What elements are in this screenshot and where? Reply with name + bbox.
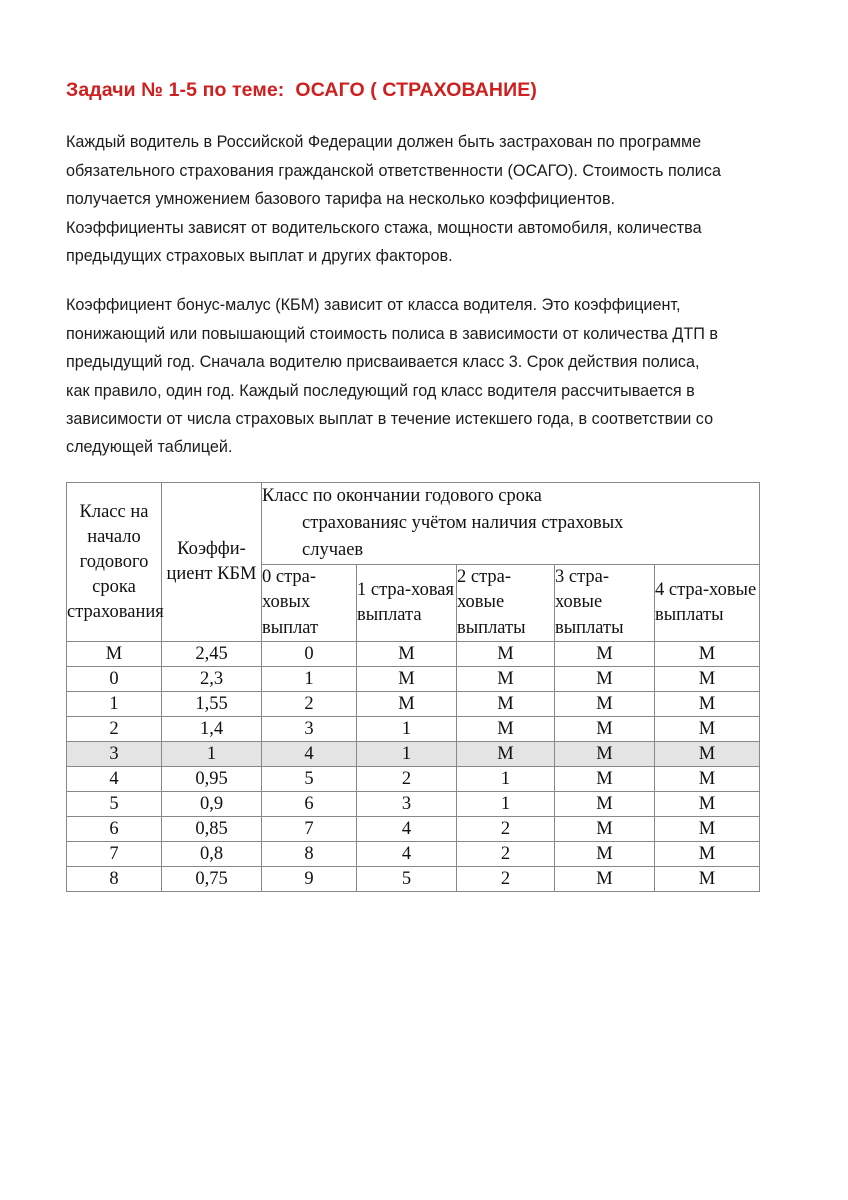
header-group-line-2: страхованияс учётом наличия страховых [302, 512, 624, 533]
cell-payouts-0: 1 [262, 667, 357, 692]
cell-payouts-1: 5 [357, 867, 457, 892]
cell-payouts-2: М [457, 642, 555, 667]
cell-payouts-0: 2 [262, 692, 357, 717]
cell-kbm: 1,55 [162, 692, 262, 717]
cell-payouts-0: 6 [262, 792, 357, 817]
subheader-payouts-0: 0 стра-ховых выплат [262, 564, 357, 642]
cell-class-start: 5 [67, 792, 162, 817]
cell-class-start: М [67, 642, 162, 667]
kbm-class-table [66, 482, 760, 893]
cell-payouts-4: М [655, 767, 760, 792]
cell-payouts-1: М [357, 667, 457, 692]
cell-kbm: 0,85 [162, 817, 262, 842]
cell-kbm: 2,3 [162, 667, 262, 692]
table-row [67, 842, 760, 867]
cell-kbm: 0,95 [162, 767, 262, 792]
cell-payouts-3: М [555, 642, 655, 667]
cell-payouts-2: М [457, 692, 555, 717]
cell-payouts-3: М [555, 842, 655, 867]
cell-kbm: 1 [162, 742, 262, 767]
cell-payouts-4: М [655, 692, 760, 717]
subheader-payouts-4: 4 стра-ховые выплаты [655, 564, 760, 642]
header-class-at-period-end [262, 482, 760, 564]
cell-payouts-4: М [655, 792, 760, 817]
cell-payouts-3: М [555, 767, 655, 792]
cell-payouts-3: М [555, 792, 655, 817]
cell-class-start: 2 [67, 717, 162, 742]
cell-payouts-1: 4 [357, 842, 457, 867]
table-row [67, 817, 760, 842]
cell-payouts-0: 0 [262, 642, 357, 667]
cell-payouts-4: М [655, 842, 760, 867]
paragraph-kbm-explanation: Коэффициент бонус-малус (КБМ) зависит от класса водителя. Это коэффициент, понижающий или повышающий стоимость полиса в зависимости от количества ДТП в предыдущий год. Сначала водителю присваивается класс 3. Срок действия полиса, как правило, один год. Каждый последующий год класс водителя рассчитывается в зависимости от числа страховых выплат в течение истекшего года, в соответствии со следующей таблицей. [66, 296, 718, 457]
cell-class-start: 1 [67, 692, 162, 717]
cell-class-start: 4 [67, 767, 162, 792]
cell-payouts-2: М [457, 742, 555, 767]
cell-payouts-1: М [357, 642, 457, 667]
cell-class-start: 3 [67, 742, 162, 767]
table-row [67, 717, 760, 742]
cell-payouts-2: 2 [457, 867, 555, 892]
cell-payouts-4: М [655, 742, 760, 767]
cell-payouts-4: М [655, 817, 760, 842]
cell-payouts-3: М [555, 817, 655, 842]
subheader-payouts-2: 2 стра-ховые выплаты [457, 564, 555, 642]
cell-payouts-4: М [655, 867, 760, 892]
cell-payouts-1: 2 [357, 767, 457, 792]
cell-payouts-2: 2 [457, 817, 555, 842]
paragraph-osago-intro: Каждый водитель в Российской Федерации должен быть застрахован по программе обязательного страхования гражданской ответственности (ОСАГО). Стоимость полиса получается умножением базового тарифа на несколько коэффициентов. Коэффициенты зависят от водительского стажа, мощности автомобиля, количества предыдущих страховых выплат и других факторов. [66, 133, 721, 265]
cell-payouts-2: 1 [457, 792, 555, 817]
cell-kbm: 1,4 [162, 717, 262, 742]
table-row [67, 792, 760, 817]
cell-payouts-0: 9 [262, 867, 357, 892]
cell-class-start: 8 [67, 867, 162, 892]
table-header [67, 482, 760, 642]
table-row [67, 667, 760, 692]
table-row [67, 767, 760, 792]
cell-payouts-2: М [457, 717, 555, 742]
table-header-row-group [67, 482, 760, 564]
table-row [67, 692, 760, 717]
cell-payouts-2: 2 [457, 842, 555, 867]
cell-payouts-0: 5 [262, 767, 357, 792]
subheader-payouts-1: 1 стра-ховая выплата [357, 564, 457, 642]
table-row [67, 742, 760, 767]
header-group-line-3: случаев [302, 539, 364, 560]
cell-payouts-4: М [655, 717, 760, 742]
cell-payouts-1: М [357, 692, 457, 717]
cell-kbm: 0,9 [162, 792, 262, 817]
cell-payouts-0: 7 [262, 817, 357, 842]
table-row [67, 642, 760, 667]
cell-payouts-3: М [555, 667, 655, 692]
header-kbm-coefficient: Коэффи-циент КБМ [162, 482, 262, 642]
header-class-at-period-start: Класс на начало годового срока страхования [67, 482, 162, 642]
cell-payouts-3: М [555, 717, 655, 742]
cell-payouts-1: 1 [357, 717, 457, 742]
cell-payouts-0: 3 [262, 717, 357, 742]
cell-kbm: 0,75 [162, 867, 262, 892]
page-title: Задачи № 1-5 по теме: ОСАГО ( СТРАХОВАНИЕ) [66, 79, 537, 101]
cell-payouts-1: 3 [357, 792, 457, 817]
cell-class-start: 7 [67, 842, 162, 867]
cell-payouts-1: 4 [357, 817, 457, 842]
cell-payouts-3: М [555, 692, 655, 717]
cell-payouts-3: М [555, 867, 655, 892]
cell-payouts-4: М [655, 667, 760, 692]
cell-payouts-0: 4 [262, 742, 357, 767]
cell-kbm: 0,8 [162, 842, 262, 867]
cell-payouts-0: 8 [262, 842, 357, 867]
table-body [67, 642, 760, 892]
cell-payouts-3: М [555, 742, 655, 767]
cell-class-start: 0 [67, 667, 162, 692]
header-group-line-1: Класс по окончании годового срока [262, 485, 542, 506]
cell-payouts-4: М [655, 642, 760, 667]
cell-payouts-2: 1 [457, 767, 555, 792]
cell-class-start: 6 [67, 817, 162, 842]
cell-kbm: 2,45 [162, 642, 262, 667]
cell-payouts-2: М [457, 667, 555, 692]
table-row [67, 867, 760, 892]
subheader-payouts-3: 3 стра-ховые выплаты [555, 564, 655, 642]
cell-payouts-1: 1 [357, 742, 457, 767]
